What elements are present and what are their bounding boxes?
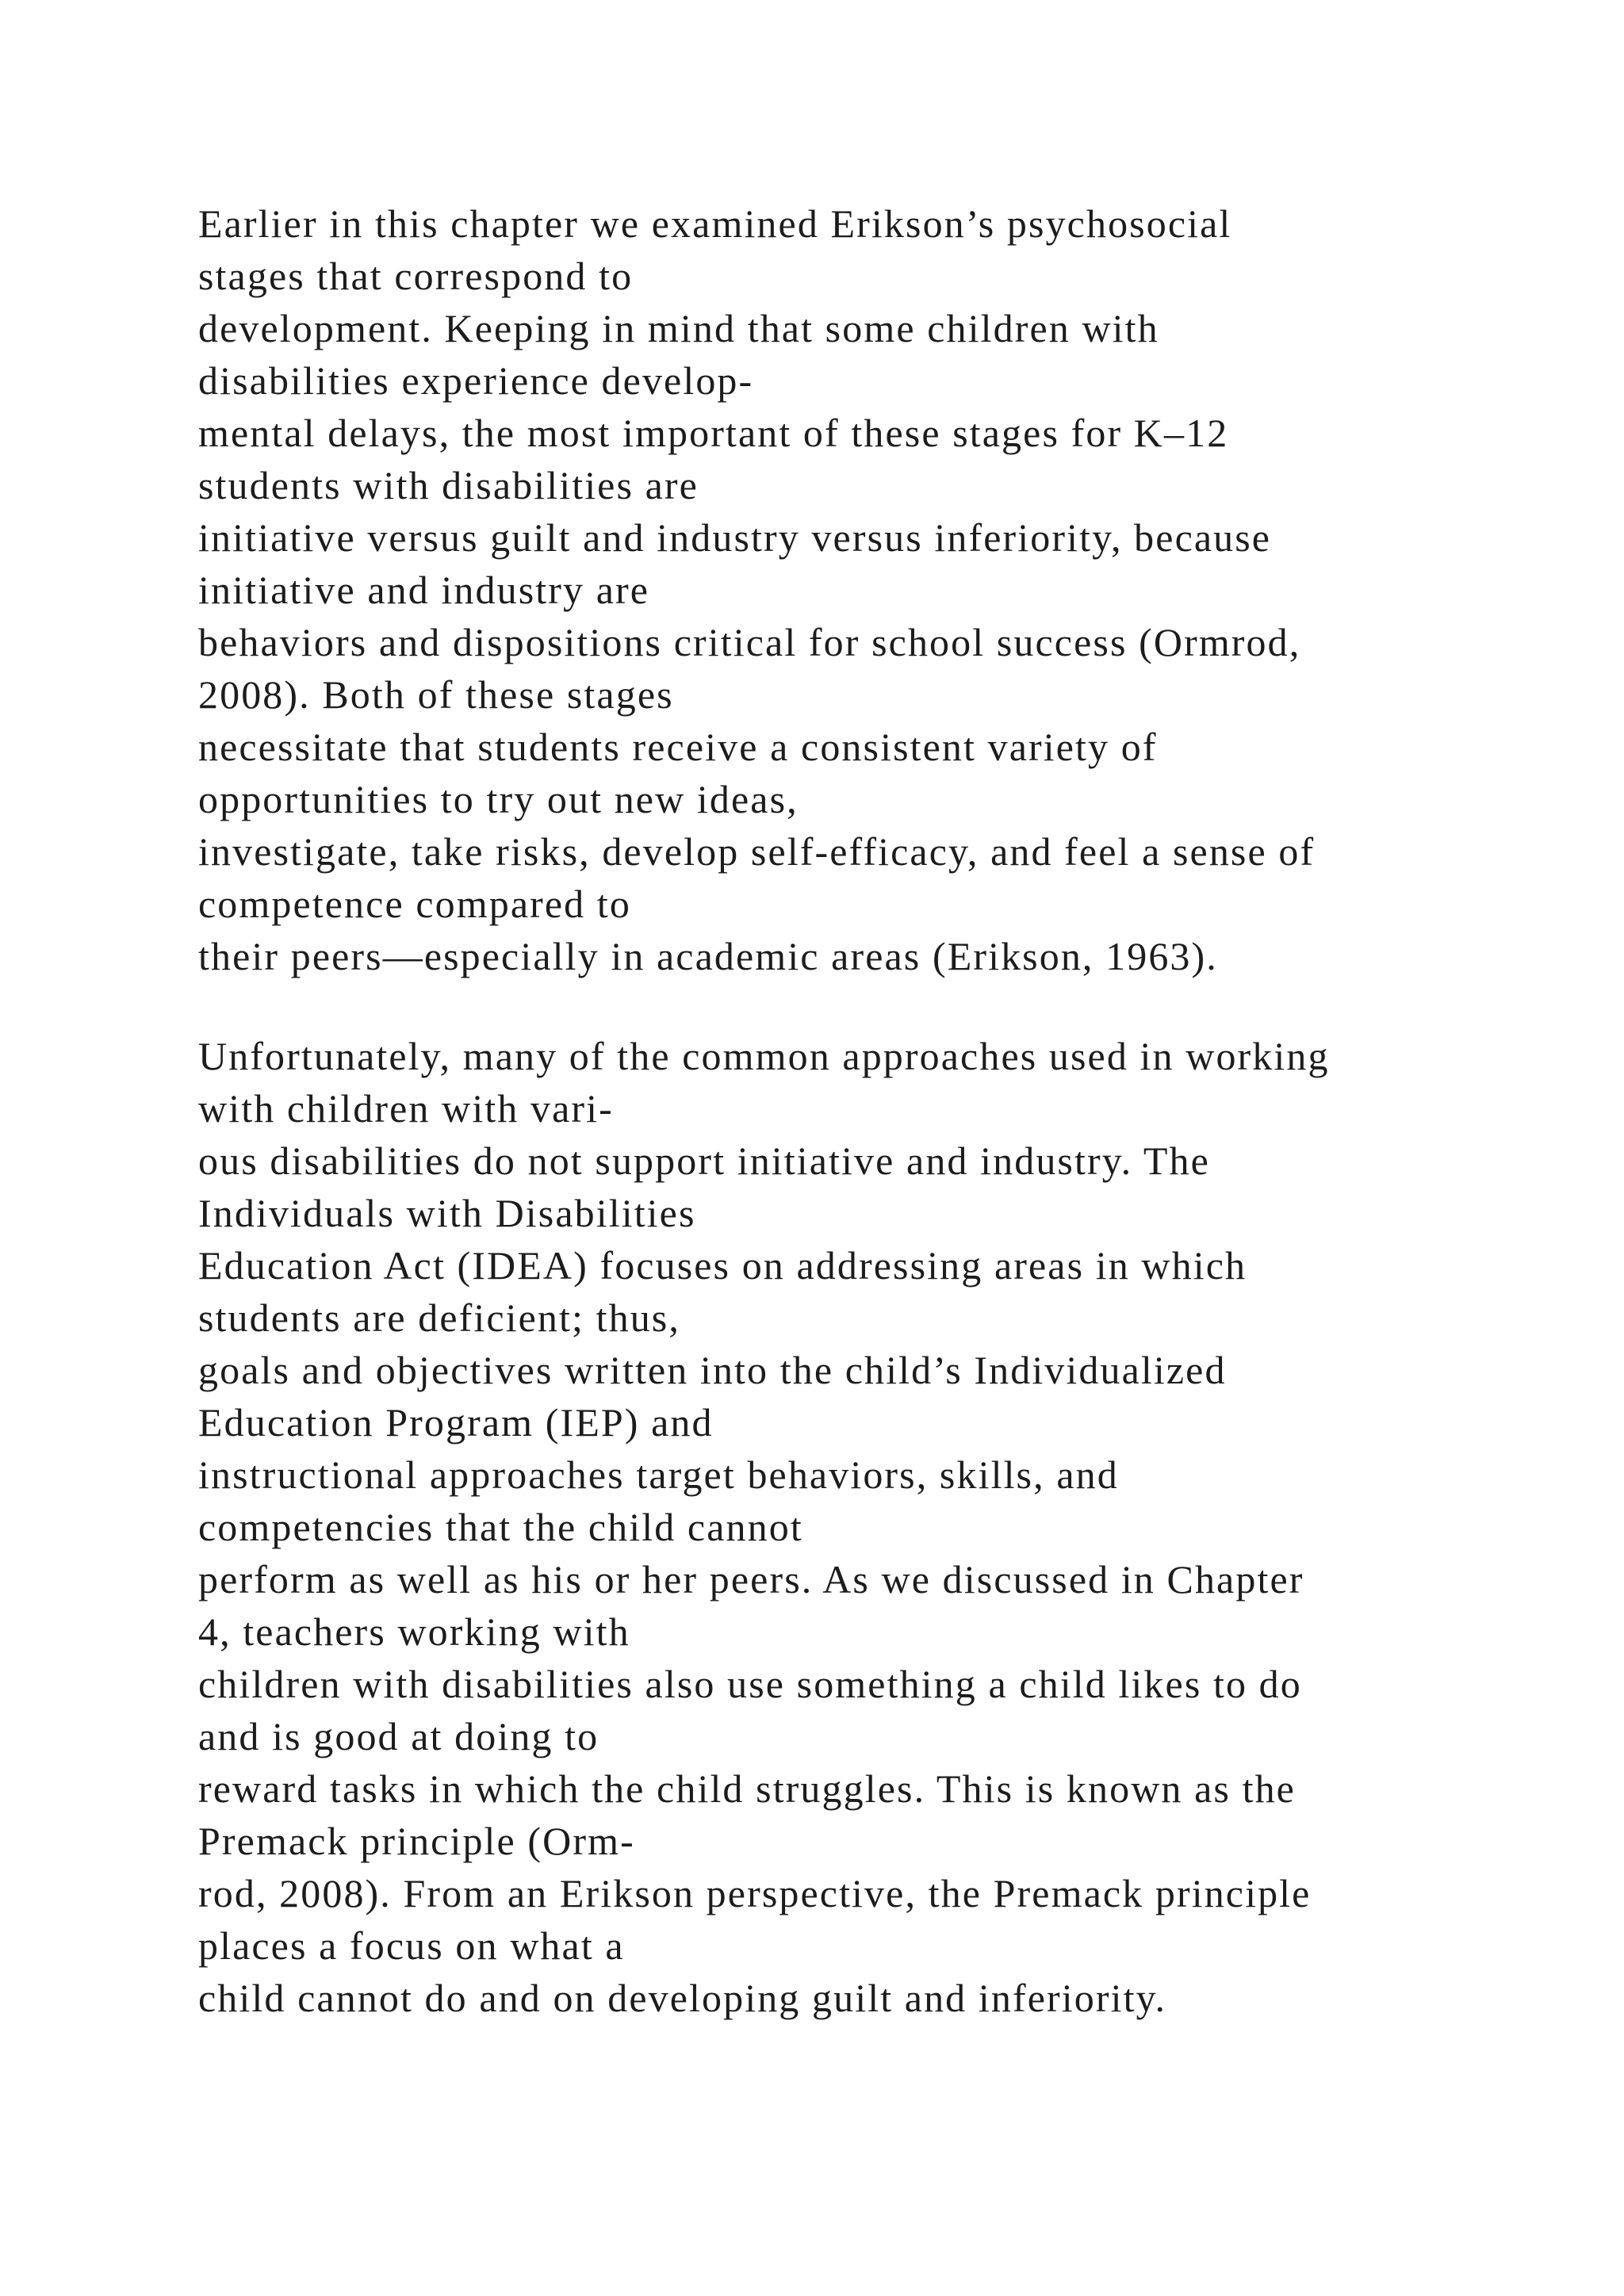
text-line: investigate, take risks, develop self-efficacy, and feel a sense of <box>198 829 1316 874</box>
text-line: initiative versus guilt and industry versus inferiority, because <box>198 515 1272 560</box>
text-line: students with disabilities are <box>198 463 699 507</box>
text-line: necessitate that students receive a consistent variety of <box>198 725 1158 769</box>
text-line: goals and objectives written into the child’s Individualized <box>198 1348 1227 1392</box>
text-line: and is good at doing to <box>198 1714 599 1758</box>
text-line: their peers—especially in academic areas (Erikson, 1963). <box>198 934 1218 978</box>
text-line: stages that correspond to <box>198 254 634 298</box>
text-line: rod, 2008). From an Erikson perspective, the Premack principle <box>198 1871 1312 1915</box>
text-line: 2008). Both of these stages <box>198 672 674 717</box>
text-line: competence compared to <box>198 882 631 926</box>
text-line: development. Keeping in mind that some children with <box>198 306 1159 350</box>
text-line: perform as well as his or her peers. As we discussed in Chapter <box>198 1557 1304 1601</box>
text-line: places a focus on what a <box>198 1923 625 1968</box>
paragraph-2 <box>198 1030 1546 2024</box>
text-line: with children with vari- <box>198 1086 614 1131</box>
text-line: instructional approaches target behaviors, skills, and <box>198 1452 1119 1497</box>
text-line: Earlier in this chapter we examined Erikson’s psychosocial <box>198 201 1232 246</box>
text-line: behaviors and dispositions critical for school success (Ormrod, <box>198 620 1301 664</box>
paragraph-1 <box>198 197 1546 982</box>
text-line: 4, teachers working with <box>198 1609 630 1654</box>
text-line: initiative and industry are <box>198 568 650 612</box>
text-line: reward tasks in which the child struggles. This is known as the <box>198 1766 1296 1811</box>
text-line: opportunities to try out new ideas, <box>198 777 799 821</box>
text-line: children with disabilities also use something a child likes to do <box>198 1662 1302 1706</box>
text-line: mental delays, the most important of these stages for K–12 <box>198 411 1229 455</box>
text-line: ous disabilities do not support initiative and industry. The <box>198 1138 1210 1183</box>
text-line: Individuals with Disabilities <box>198 1191 696 1235</box>
text-line: Premack principle (Orm- <box>198 1819 635 1863</box>
text-line: Unfortunately, many of the common approaches used in working <box>198 1034 1330 1078</box>
text-line: students are deficient; thus, <box>198 1295 680 1340</box>
text-line: competencies that the child cannot <box>198 1505 803 1549</box>
text-line: Education Act (IDEA) focuses on addressing areas in which <box>198 1243 1247 1288</box>
text-line: Education Program (IEP) and <box>198 1400 714 1445</box>
text-line: child cannot do and on developing guilt and inferiority. <box>198 1976 1167 2020</box>
text-line: disabilities experience develop- <box>198 358 754 403</box>
